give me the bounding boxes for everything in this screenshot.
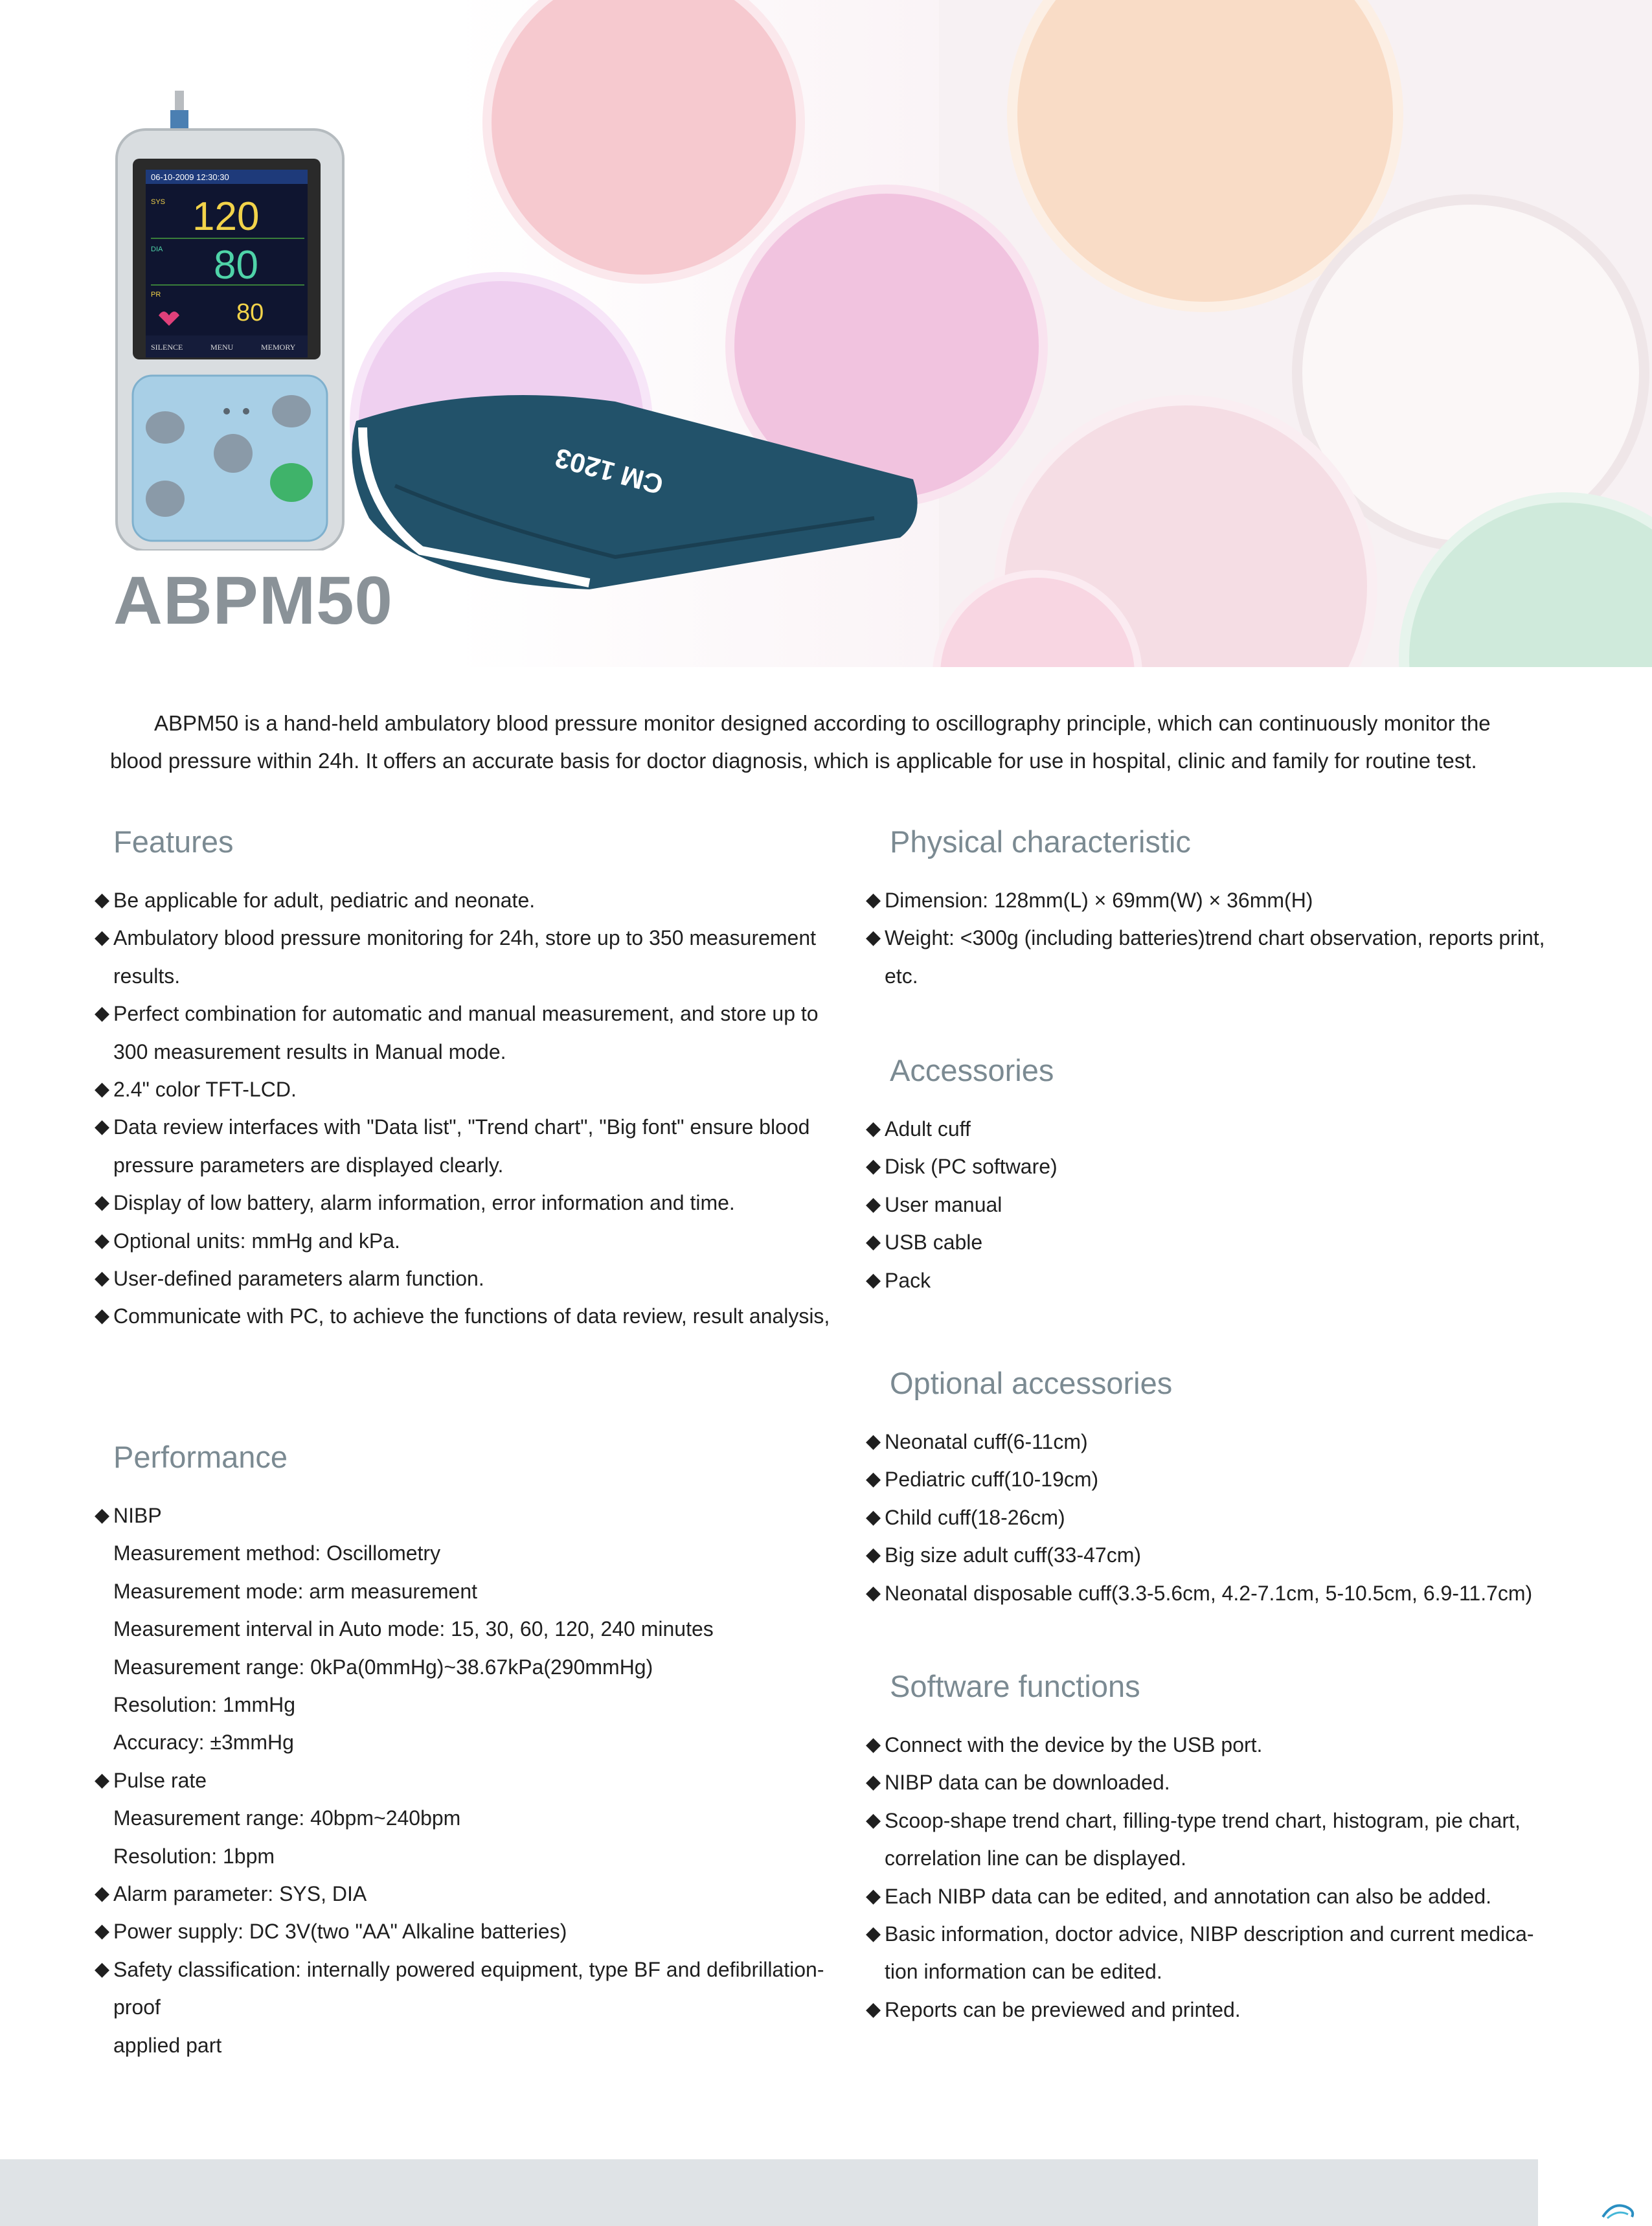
list-item: ◆ User-defined parameters alarm function. xyxy=(95,1260,839,1297)
bullet-icon: ◆ xyxy=(95,1505,110,1526)
bullet-icon: ◆ xyxy=(95,1305,110,1327)
bullet-icon: ◆ xyxy=(95,1958,110,1980)
list-item: ◆ Basic information, doctor advice, NIBP description and current medica- xyxy=(866,1915,1546,1953)
list-item: Measurement method: Oscillometry xyxy=(113,1541,441,1565)
list-item: ◆ Weight: <300g (including batteries)trend chart observation, reports print, xyxy=(866,919,1546,957)
bullet-icon: ◆ xyxy=(866,1809,881,1831)
bullet-icon: ◆ xyxy=(95,1192,110,1214)
list-item: Measurement range: 40bpm~240bpm xyxy=(113,1806,461,1830)
physical-heading: Physical characteristic xyxy=(890,824,1191,859)
arm-cuff-image xyxy=(343,389,926,589)
bullet-icon: ◆ xyxy=(866,1923,881,1945)
bullet-icon: ◆ xyxy=(95,1769,110,1791)
svg-text:80: 80 xyxy=(214,243,258,288)
bullet-icon: ◆ xyxy=(95,1003,110,1025)
list-item: pressure parameters are displayed clearly. xyxy=(113,1153,504,1177)
list-item: ◆ Alarm parameter: SYS, DIA xyxy=(95,1875,839,1913)
bullet-icon: ◆ xyxy=(866,927,881,949)
list-item: 300 measurement results in Manual mode. xyxy=(113,1039,506,1063)
svg-text:06-10-2009 12:30:30: 06-10-2009 12:30:30 xyxy=(151,172,229,182)
list-item: Accuracy: ±3mmHg xyxy=(113,1731,294,1755)
svg-text:MENU: MENU xyxy=(210,343,234,352)
list-item: ◆ Neonatal cuff(6-11cm) xyxy=(866,1423,1546,1460)
bullet-icon: ◆ xyxy=(866,1269,881,1291)
list-item: Measurement range: 0kPa(0mmHg)~38.67kPa(290mmHg) xyxy=(113,1655,653,1679)
bullet-icon: ◆ xyxy=(95,1267,110,1289)
bullet-icon: ◆ xyxy=(866,1231,881,1253)
list-item: Measurement mode: arm measurement xyxy=(113,1579,477,1603)
list-item: ◆ Display of low battery, alarm information, error information and time. xyxy=(95,1184,839,1221)
list-item: ◆ Neonatal disposable cuff(3.3-5.6cm, 4.2-7.1cm, 5-10.5cm, 6.9-11.7cm) xyxy=(866,1574,1546,1612)
svg-text:SILENCE: SILENCE xyxy=(151,343,183,352)
list-item: results. xyxy=(113,964,181,988)
list-item: applied part xyxy=(113,2033,222,2057)
list-item: ◆ Pediatric cuff(10-19cm) xyxy=(866,1460,1546,1498)
bullet-icon: ◆ xyxy=(866,1885,881,1907)
svg-text:120: 120 xyxy=(192,194,260,239)
svg-text:SYS: SYS xyxy=(151,198,166,206)
svg-text:CM 1203: CM 1203 xyxy=(552,442,666,501)
list-item: ◆ Adult cuff xyxy=(866,1110,1546,1148)
bullet-icon: ◆ xyxy=(866,1582,881,1604)
optional-accessories-list xyxy=(866,1423,1546,1612)
bullet-icon: ◆ xyxy=(866,889,881,911)
list-item: ◆ Scoop-shape trend chart, filling-type trend chart, histogram, pie chart, xyxy=(866,1802,1546,1839)
bullet-icon: ◆ xyxy=(95,927,110,949)
bullet-icon: ◆ xyxy=(95,1920,110,1942)
bullet-icon: ◆ xyxy=(866,1431,881,1452)
list-item: ◆ Big size adult cuff(33-47cm) xyxy=(866,1536,1546,1574)
list-item: ◆ Be applicable for adult, pediatric and neonate. xyxy=(95,881,839,919)
list-item: ◆ Each NIBP data can be edited, and annotation can also be added. xyxy=(866,1878,1546,1915)
list-item: ◆ Reports can be previewed and printed. xyxy=(866,1991,1546,2028)
blood-pressure-monitor-image xyxy=(113,91,346,551)
svg-text:PR: PR xyxy=(151,291,161,299)
list-item: ◆ NIBP xyxy=(95,1497,839,1534)
list-item: ◆ Communicate with PC, to achieve the functions of data review, result analysis, xyxy=(95,1297,839,1335)
list-item: ◆ Perfect combination for automatic and manual measurement, and store up to xyxy=(95,995,839,1032)
list-item: ◆ Child cuff(18-26cm) xyxy=(866,1499,1546,1536)
product-title: ABPM50 xyxy=(113,563,393,639)
footer-bar xyxy=(0,2159,1538,2226)
hero-banner xyxy=(0,0,1652,667)
list-item: ◆ Dimension: 128mm(L) × 69mm(W) × 36mm(H) xyxy=(866,881,1546,919)
accessories-heading: Accessories xyxy=(890,1053,1054,1087)
list-item: ◆ Ambulatory blood pressure monitoring for 24h, store up to 350 measurement xyxy=(95,919,839,957)
performance-heading: Performance xyxy=(113,1440,288,1474)
bullet-icon: ◆ xyxy=(95,1883,110,1905)
list-item: ◆ User manual xyxy=(866,1186,1546,1223)
intro-paragraph: ABPM50 is a hand-held ambulatory blood pressure monitor designed according to oscillography principle, which can continuously monitor the blood pressure within 24h. It offers an accurate basis for doctor diagnosis, which is applicable for use in hospital, clinic and family for routine test. xyxy=(110,711,1491,773)
bullet-icon: ◆ xyxy=(866,1544,881,1566)
features-list xyxy=(95,881,839,1335)
performance-list xyxy=(95,1497,839,2064)
list-item: ◆ NIBP data can be downloaded. xyxy=(866,1764,1546,1801)
physical-list xyxy=(866,881,1546,995)
features-heading: Features xyxy=(113,824,234,859)
optional-accessories-heading: Optional accessories xyxy=(890,1366,1173,1400)
bullet-icon: ◆ xyxy=(866,1771,881,1793)
list-item: ◆ Data review interfaces with "Data list", "Trend chart", "Big font" ensure blood xyxy=(95,1108,839,1146)
software-functions-heading: Software functions xyxy=(890,1669,1140,1703)
bullet-icon: ◆ xyxy=(95,1078,110,1100)
bullet-icon: ◆ xyxy=(866,1506,881,1528)
svg-text:80: 80 xyxy=(236,299,264,326)
bullet-icon: ◆ xyxy=(95,889,110,911)
software-functions-list xyxy=(866,1726,1546,2028)
svg-text:MEMORY: MEMORY xyxy=(261,343,296,352)
accessories-list xyxy=(866,1110,1546,1299)
brand-logo-icon xyxy=(1600,2199,1638,2221)
list-item: ◆ Disk (PC software) xyxy=(866,1148,1546,1185)
list-item: tion information can be edited. xyxy=(885,1960,1162,1984)
list-item: ◆ Power supply: DC 3V(two "AA" Alkaline batteries) xyxy=(95,1913,839,1950)
list-item: ◆ USB cable xyxy=(866,1223,1546,1261)
list-item: ◆ Pulse rate xyxy=(95,1762,839,1799)
bullet-icon: ◆ xyxy=(95,1229,110,1251)
list-item: ◆ Connect with the device by the USB port. xyxy=(866,1726,1546,1764)
bullet-icon: ◆ xyxy=(866,1734,881,1755)
list-item: correlation line can be displayed. xyxy=(885,1846,1187,1870)
bullet-icon: ◆ xyxy=(866,1468,881,1490)
bullet-icon: ◆ xyxy=(866,1193,881,1215)
list-item: ◆ 2.4" color TFT-LCD. xyxy=(95,1071,839,1108)
bullet-icon: ◆ xyxy=(866,1118,881,1139)
bullet-icon: ◆ xyxy=(95,1116,110,1138)
list-item: ◆ Pack xyxy=(866,1262,1546,1299)
list-item: etc. xyxy=(885,964,918,988)
svg-text:DIA: DIA xyxy=(151,245,163,253)
bullet-icon: ◆ xyxy=(866,1998,881,2020)
list-item: Measurement interval in Auto mode: 15, 30, 60, 120, 240 minutes xyxy=(113,1617,714,1641)
list-item: ◆ Optional units: mmHg and kPa. xyxy=(95,1222,839,1260)
bullet-icon: ◆ xyxy=(866,1155,881,1177)
list-item: ◆ Safety classification: internally powered equipment, type BF and defibrillation-proof xyxy=(95,1951,839,2027)
list-item: Resolution: 1mmHg xyxy=(113,1693,295,1717)
list-item: Resolution: 1bpm xyxy=(113,1844,275,1868)
